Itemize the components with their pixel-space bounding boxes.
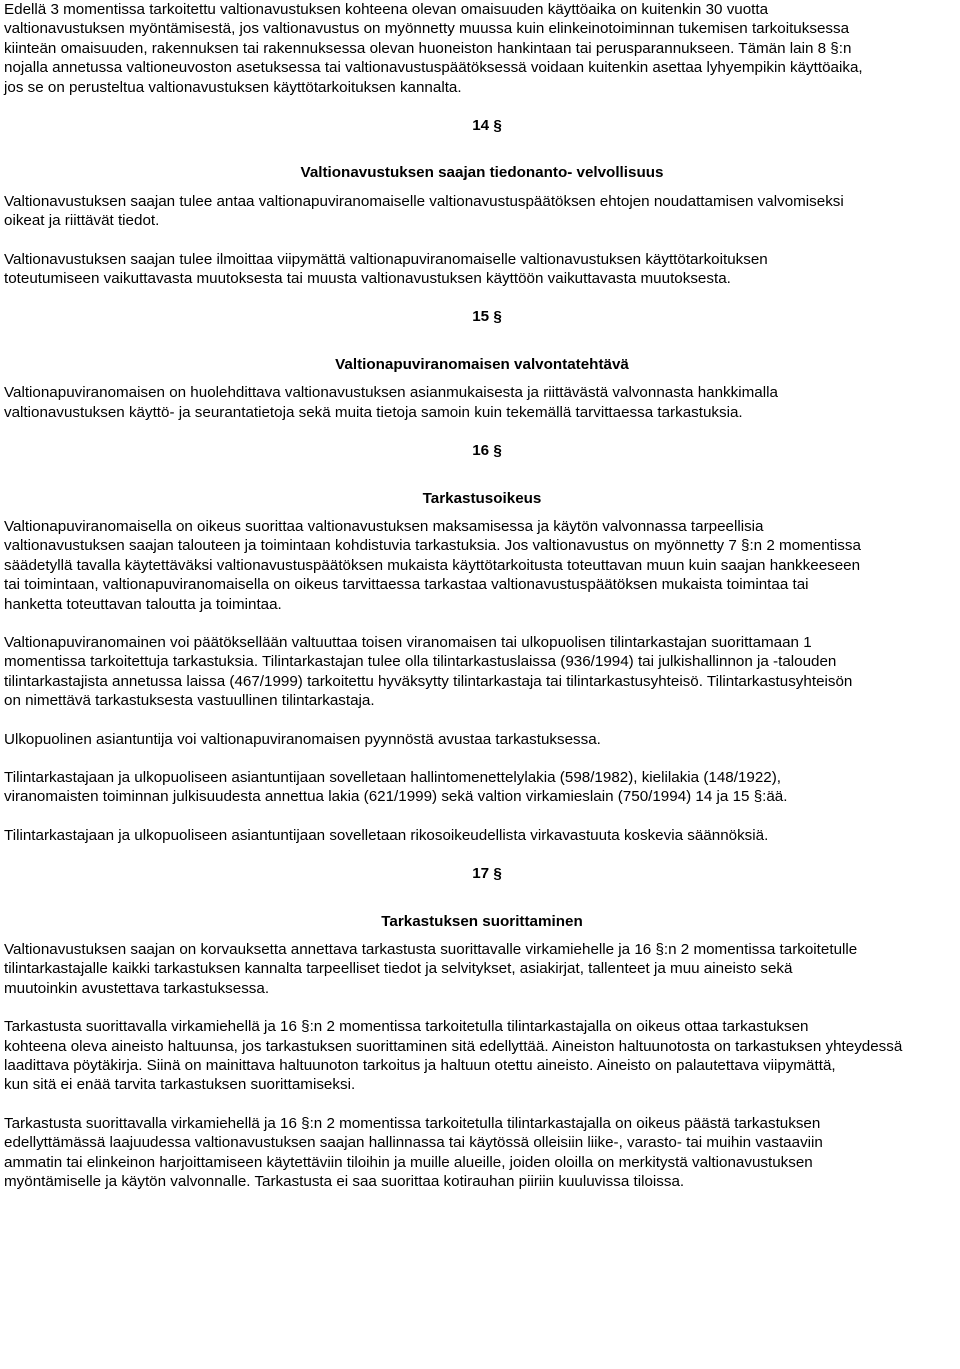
section-16 <box>4 441 960 845</box>
text-line: jos se on perusteltua valtionavustuksen käyttötarkoituksen kannalta. <box>4 78 462 96</box>
text-line: säädetyllä tavalla käytettäväksi valtionavustuspäätöksen mukaista käyttötarkoitusta toteuttavan muun kuin saajan hankkeeseen <box>4 556 861 574</box>
text-line: nojalla annetussa valtioneuvoston asetuksessa tai valtionavustuspäätöksessä voidaan kuitenkin asettaa lyhyempikin käyttöaika, <box>4 59 863 77</box>
text-line: myöntämiselle ja käytön valvonnalle. Tarkastusta ei saa suorittaa kotirauhan piiriin kuuluvissa tiloissa. <box>4 1173 685 1191</box>
text-line: toteutumiseen vaikuttavasta muutoksesta tai muusta valtionavustuksen käyttöön vaikuttavasta muutoksesta. <box>4 270 731 288</box>
text-line: hanketta toteuttavan taloutta ja toimintaa. <box>4 595 282 613</box>
text-line: valtionavustuksen myöntämisestä, jos valtionavustus on myönnetty muussa kuin elinkeinotoiminnan tukemisen tarkoituksessa <box>4 20 850 38</box>
section-paragraph <box>4 768 960 807</box>
text-line: kun sitä ei enää tarvita tarkastuksen suorittamiseksi. <box>4 1076 356 1094</box>
text-line: Tarkastusta suorittavalla virkamiehellä ja 16 §:n 2 momentissa tarkoitetulla tilintarkastajalla on oikeus päästä tarkastuksen <box>4 1114 821 1132</box>
section-17 <box>4 864 960 1191</box>
text-line: Edellä 3 momentissa tarkoitettu valtionavustuksen kohteena olevan omaisuuden käyttöaika on kuitenkin 30 vuotta <box>4 1 769 18</box>
document-page <box>4 0 960 1210</box>
section-number: 15 § <box>472 308 502 326</box>
text-line: tilintarkastajalle kaikki tarkastuksen kannalta tarpeelliset tiedot ja selvitykset, asiakirjat, tallenteet ja muu aineisto sekä <box>4 960 793 978</box>
section-paragraph <box>4 730 960 749</box>
section-paragraph <box>4 383 960 422</box>
text-line: momentissa tarkoitettuja tarkastuksia. Tilintarkastajan tulee olla tilintarkastuslaissa (936/1994) tai julkishallinnon ja -talouden <box>4 653 837 671</box>
section-title: Tarkastuksen suorittaminen <box>381 912 583 930</box>
text-line: Tilintarkastajaan ja ulkopuoliseen asiantuntijaan sovelletaan hallintomenettelylakia (598/1982), kielilakia (148/1922), <box>4 768 782 786</box>
section-paragraph <box>4 517 960 614</box>
text-line: Tarkastusta suorittavalla virkamiehellä ja 16 §:n 2 momentissa tarkoitetulla tilintarkastajalla on oikeus ottaa tarkastuksen <box>4 1018 809 1036</box>
section-paragraph <box>4 192 960 231</box>
text-line: Valtionapuviranomaisella on oikeus suorittaa valtionavustuksen maksamisessa ja käytön valvonnassa tarpeellisia <box>4 517 764 535</box>
text-line: Valtionapuviranomainen voi päätöksellään valtuuttaa toisen viranomaisen tai ulkopuolisen tilintarkastajan suorittamaan 1 <box>4 633 812 651</box>
section-14 <box>4 116 960 288</box>
text-line: tai toimintaan, valtionapuviranomaisella on oikeus tarvittaessa tarkastaa valtionavustuspäätöksen mukaista toimintaa tai <box>4 576 809 594</box>
text-line: Ulkopuolinen asiantuntija voi valtionapuviranomaisen pyynnöstä avustaa tarkastuksessa. <box>4 730 601 748</box>
text-line: tilintarkastajista annetussa laissa (467/1999) tarkoitettu hyväksytty tilintarkastaja tai tilintarkastusyhteisö. Tilintarkastusyhteisön <box>4 672 853 690</box>
text-line: Valtionavustuksen saajan tulee antaa valtionapuviranomaiselle valtionavustuspäätöksen ehtojen noudattamisen valvomiseksi <box>4 192 844 210</box>
text-line: edellyttämässä laajuudessa valtionavustuksen saajan hallinnassa tai käytössä olleisiin liike-, varasto- tai muihin vastaaviin <box>4 1134 823 1152</box>
section-title: Valtionapuviranomaisen valvontatehtävä <box>335 355 629 373</box>
text-line: Tilintarkastajaan ja ulkopuoliseen asiantuntijaan sovelletaan rikosoikeudellista virkavastuuta koskevia säännöksiä. <box>4 826 769 844</box>
section-paragraph <box>4 1017 960 1095</box>
section-number: 16 § <box>472 442 502 460</box>
section-paragraph <box>4 1114 960 1192</box>
text-line: valtionavustuksen käyttö- ja seurantatietoja sekä muita tietoja samoin kuin tekemällä tarvittaessa tarkastuksia. <box>4 403 743 421</box>
text-line: laadittava pöytäkirja. Siinä on mainittava haltuunoton tarkoitus ja haltuun otettu aineisto. Aineisto on palautettava viipymättä, <box>4 1057 836 1075</box>
section-paragraph <box>4 826 960 845</box>
text-line: on nimettävä tarkastuksesta vastuullinen tilintarkastaja. <box>4 692 375 710</box>
text-line: valtionavustuksen saajan talouteen ja toimintaan kohdistuvia tarkastuksia. Jos valtionavustus on myönnetty 7 §:n 2 momentissa <box>4 537 861 555</box>
text-line: kiinteän omaisuuden, rakennuksen tai rakennuksessa olevan huoneiston hankintaan tai perusparannukseen. Tämän lain 8 §:n <box>4 39 852 57</box>
section-title: Tarkastusoikeus <box>422 489 542 507</box>
text-line: muutoinkin avustettava tarkastuksessa. <box>4 979 270 997</box>
intro-paragraph <box>4 0 960 97</box>
section-title: Valtionavustuksen saajan tiedonanto- velvollisuus <box>300 164 664 182</box>
section-paragraph <box>4 250 960 289</box>
text-line: Valtionavustuksen saajan tulee ilmoittaa viipymättä valtionapuviranomaiselle valtionavustuksen käyttötarkoituksen <box>4 250 768 268</box>
section-number: 14 § <box>472 117 502 135</box>
section-number: 17 § <box>472 865 502 883</box>
text-line: ammatin tai elinkeinon harjoittamiseen käytettäviin tiloihin ja muille alueille, joiden oloilla on merkitystä valtionavustuksen <box>4 1153 813 1171</box>
text-line: oikeat ja riittävät tiedot. <box>4 212 160 230</box>
section-paragraph <box>4 940 960 998</box>
text-line: viranomaisten toiminnan julkisuudesta annettua lakia (621/1999) sekä valtion virkamieslain (750/1994) 14 ja 15 §:ää. <box>4 788 788 806</box>
section-15 <box>4 307 960 422</box>
text-line: Valtionavustuksen saajan on korvauksetta annettava tarkastusta suorittavalle virkamiehelle ja 16 §:n 2 momentissa tarkoitetulle <box>4 941 858 958</box>
text-line: kohteena oleva aineisto haltuunsa, jos tarkastuksen suorittaminen sitä edellyttää. Aineiston haltuunotosta on tarkastuksen yhteydessä <box>4 1037 903 1055</box>
text-line: Valtionapuviranomaisen on huolehdittava valtionavustuksen asianmukaisesta ja riittävästä valvonnasta hankkimalla <box>4 384 778 402</box>
section-paragraph <box>4 633 960 711</box>
